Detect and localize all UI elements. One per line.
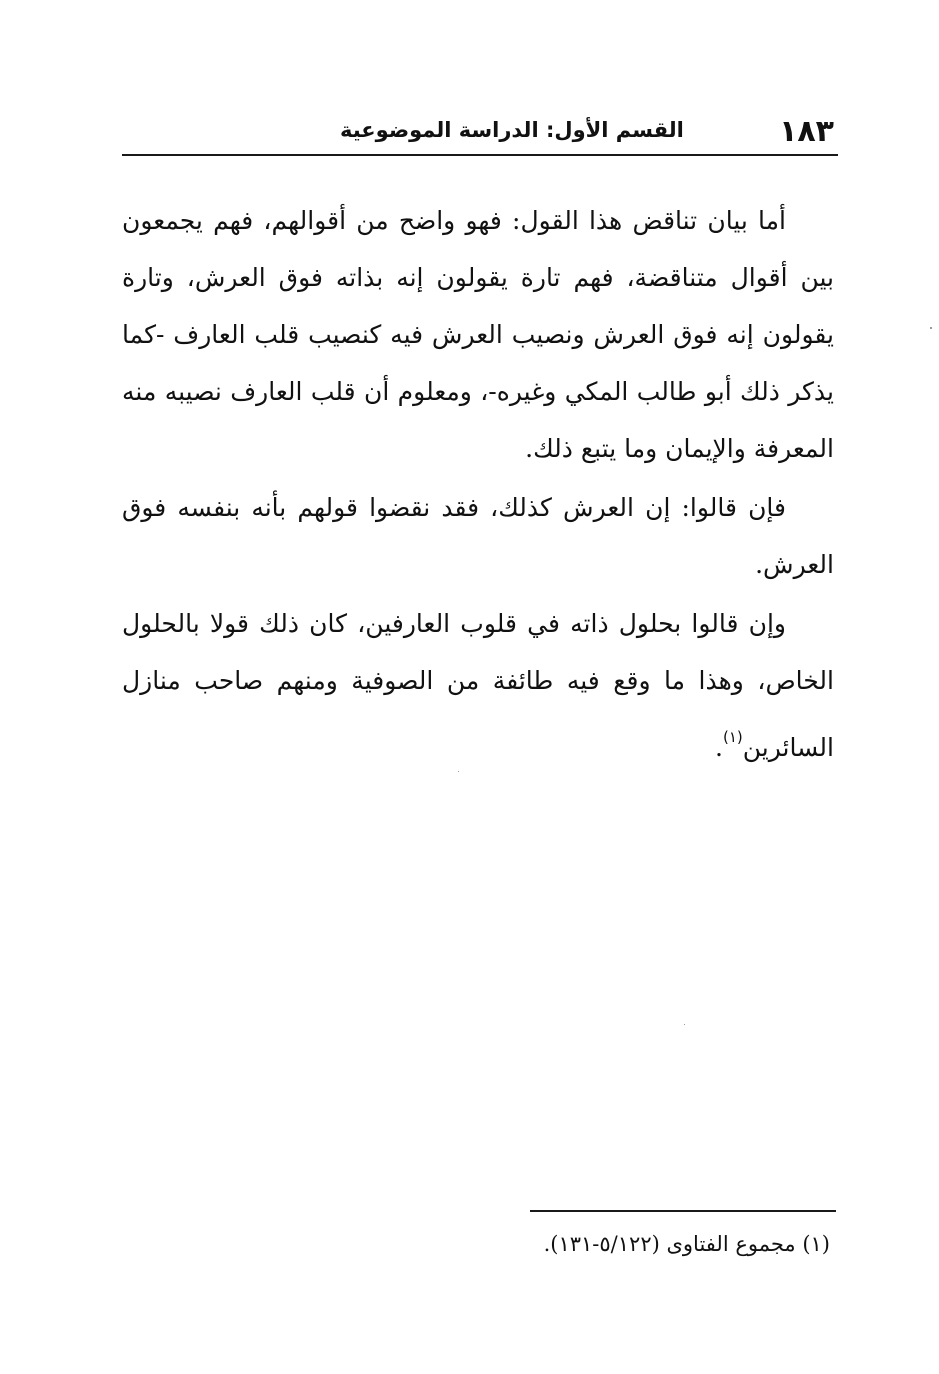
paragraph-3-text: وإن قالوا بحلول ذاته في قلوب العارفين، كان ذلك قولا بالحلول الخاص، وهذا ما وقع فيه طائفة من الصوفية ومنهم صاحب منازل السائرين	[122, 609, 834, 762]
paragraph-2: فإن قالوا: إن العرش كذلك، فقد نقضوا قولهم بأنه بنفسه فوق العرش.	[122, 493, 834, 579]
running-title: القسم الأول: الدراسة الموضوعية	[340, 118, 684, 142]
paragraph-1: أما بيان تناقض هذا القول: فهو واضح من أقوالهم، فهم يجمعون بين أقوال متناقضة، فهم تارة يقولون إنه بذاته فوق العرش، وتارة يقولون إنه فوق العرش ونصيب العرش فيه كنصيب قلب العارف -كما يذكر ذلك أبو طالب المكي وغيره-، ومعلوم أن قلب العارف نصيبه منه المعرفة والإيمان وما يتبع ذلك.	[122, 206, 834, 463]
body-text	[122, 192, 834, 776]
footnote-reference[interactable]: (١)	[722, 728, 743, 746]
footnote-divider	[530, 1210, 836, 1212]
scan-speck	[930, 327, 932, 329]
scan-speck	[684, 1024, 685, 1025]
page-number: ١٨٣	[779, 114, 834, 149]
page-header	[122, 104, 838, 156]
scan-speck	[458, 771, 459, 772]
paragraph-3-end: .	[715, 733, 723, 762]
footnote: (١) مجموع الفتاوى (٥/١٢٢-١٣١).	[543, 1232, 830, 1256]
paragraph-3	[122, 595, 834, 776]
